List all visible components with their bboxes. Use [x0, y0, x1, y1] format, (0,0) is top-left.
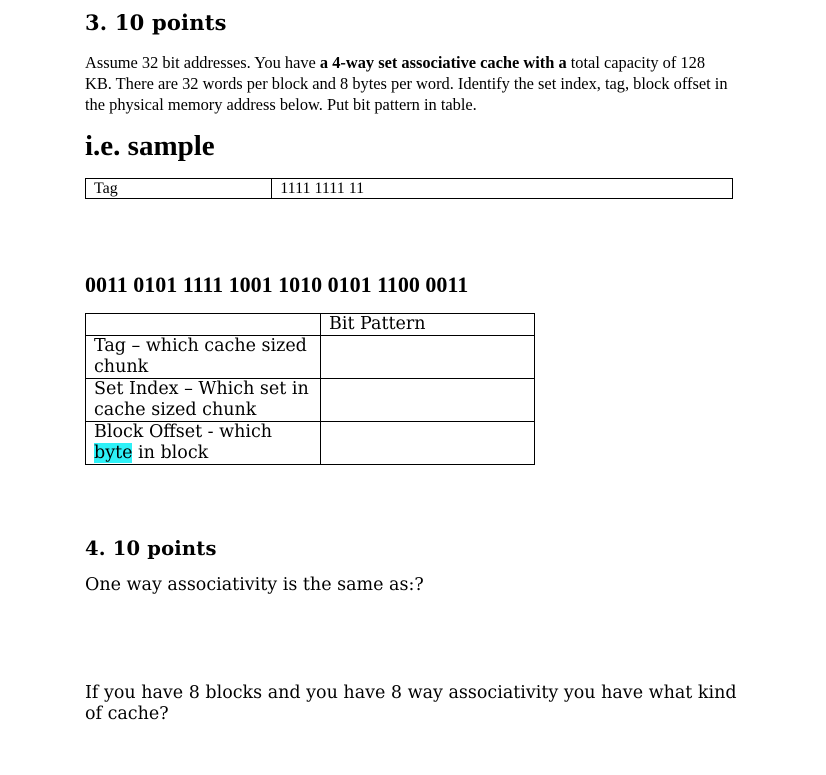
sample-row: [86, 179, 733, 199]
tag-label-cell: Tag – which cache sized chunk: [86, 336, 321, 379]
highlighted-word: byte: [94, 443, 133, 463]
header-label-cell: [86, 314, 321, 336]
question-3-text-bold: a 4-way set associative cache with a: [319, 53, 567, 72]
sample-heading: i.e. sample: [85, 130, 215, 162]
tag-value-cell[interactable]: [321, 336, 535, 379]
block-offset-label-cell: [86, 422, 321, 465]
question-4-part-2: If you have 8 blocks and you have 8 way associativity you have what kind of cache?: [85, 683, 737, 724]
question-3-text: [85, 52, 735, 115]
question-4-part-1: One way associativity is the same as:?: [85, 575, 424, 595]
block-offset-label-post: in block: [132, 443, 209, 463]
address-bits: 0011 0101 1111 1001 1010 0101 1100 0011: [85, 272, 469, 297]
table-row-tag: [86, 336, 535, 379]
table-header-row: [86, 314, 535, 336]
bit-pattern-table: [85, 313, 535, 465]
header-bit-pattern-cell: Bit Pattern: [321, 314, 535, 336]
block-offset-label-pre: Block Offset - which: [94, 422, 273, 442]
table-row-block-offset: [86, 422, 535, 465]
question-3-text-part2: total capacity of 128 KB. There are 32 words per block and 8 bytes per word. Identify the set index, tag, block offset in the physical memory address below. Put bit pattern in table.: [85, 53, 728, 114]
set-index-value-cell[interactable]: [321, 379, 535, 422]
question-3-text-part1: Assume 32 bit addresses. You have: [85, 53, 320, 72]
sample-value-cell: 1111 1111 11: [272, 179, 733, 199]
question-4-heading: 4. 10 points: [85, 537, 217, 560]
set-index-label-cell: Set Index – Which set in cache sized chunk: [86, 379, 321, 422]
block-offset-value-cell[interactable]: [321, 422, 535, 465]
table-row-set-index: [86, 379, 535, 422]
sample-table: [85, 178, 733, 199]
question-3-heading: 3. 10 points: [85, 10, 227, 35]
sample-label-cell: Tag: [86, 179, 272, 199]
